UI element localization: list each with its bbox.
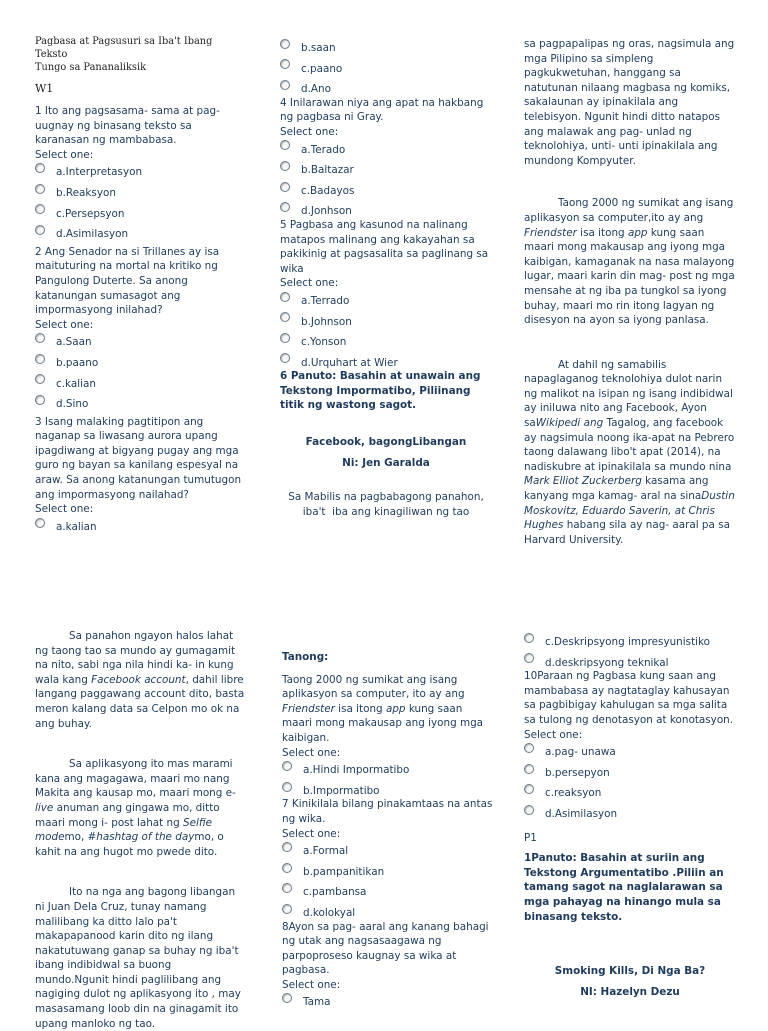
q4-option-a[interactable] [280,140,492,161]
document-title-line2: Tungo sa Pananaliksik [35,62,147,73]
p5-text-c: mo, # [64,831,97,844]
radio-icon[interactable] [282,863,292,873]
q7-option-b[interactable] [282,862,494,883]
select-one-label: Select one: [35,503,94,516]
select-one-label: Select one: [35,148,94,161]
q3-option-c[interactable] [280,59,492,80]
article-paragraph-2 [524,196,736,327]
option-label: b.Johnson [301,315,352,328]
option-label: a.Terado [301,143,346,156]
radio-icon[interactable] [524,743,534,753]
article-title: Facebook, bagongLibangan [305,436,467,449]
column-3-bottom [524,632,736,999]
select-one-label: Select one: [280,277,339,290]
p2-app: app [627,226,648,239]
q2-option-b[interactable] [35,353,247,374]
article2-title: Smoking Kills, Di Nga Ba? [554,965,706,978]
column-1-bottom [35,629,247,1031]
option-label: b.Impormatibo [303,784,380,797]
radio-icon[interactable] [35,374,45,384]
question-5: 5 Pagbasa ang kasunod na nalinang matapos malinang ang kakayahan sa pakikinig at pagsasalita sa paglinang sa wika [280,218,489,275]
option-label: d.Sino [56,398,89,411]
radio-icon[interactable] [280,80,290,90]
option-label: b.Baltazar [301,164,354,177]
q5-option-a[interactable] [280,291,492,312]
q1-option-d[interactable] [35,224,247,245]
p3-names: Dustin Moskovitz, Eduardo Saverin, at Chris Hughes [524,490,735,532]
select-one-label: Select one: [35,318,94,331]
p3-text-b: Tagalog, ang facebook ay nagsimula noong ika-apat na Pebrero taong dalawang libo't apat (2014), na nadiskubre at ipinakilala sa mundo nina [524,417,735,473]
p3-text-d: habang sila ay nag- aaral pa sa Harvard University. [524,519,730,546]
tanong-text-a: Taong 2000 ng sumikat ang isang aplikasyon sa computer, ito ay ang [282,673,465,701]
radio-icon[interactable] [524,805,534,815]
q2-option-d[interactable] [35,394,247,415]
option-label: b.Reaksyon [56,186,116,199]
q5-option-c[interactable] [280,332,492,353]
radio-icon[interactable] [280,140,290,150]
q8-option-tama[interactable] [282,992,494,1013]
article-paragraph-5 [35,757,247,859]
option-label: a.Terrado [301,294,350,307]
tanong-option-a[interactable] [282,760,494,781]
tanong-friendster: Friendster [282,702,335,715]
radio-icon[interactable] [282,782,292,792]
option-label: c.Badayos [301,184,355,197]
p2-text-a: Taong 2000 ng sumikat ang isang aplikasyon sa computer,ito ay ang [524,197,734,224]
q10-option-c[interactable] [524,783,736,804]
option-label: Tama [303,996,331,1009]
q2-option-a[interactable] [35,332,247,353]
p2-text-c: kung saan maari mong makausap ang iyong mga kaibigan, kamaganak na nasa malayong lugar, maari karin din mag- post ng mga mensahe at ng iba pa tungkol sa iyong buhay, maari mo rin itong lagyan ng disesyon na ayon sa iyong panlasa. [524,226,735,327]
tanong-label: Tanong: [282,651,329,663]
p4-text-a: Sa panahon ngayon halos lahat ng taong tao sa mundo ay gumagamit na nito, sabi nga nila hindi ka- in kung wala kang [35,630,236,686]
option-label: b.persepyon [545,766,610,779]
column-2-top [280,38,492,519]
option-label: d.Jonhson [301,205,352,218]
radio-icon[interactable] [35,395,45,405]
radio-icon[interactable] [35,204,45,214]
option-label: a.kalian [56,520,97,533]
p5-text-d: mo, o kahit na ang hugot mo pwede dito. [35,831,224,858]
column-2-bottom [282,650,494,1013]
select-one-label: Select one: [280,125,339,138]
p5-text-b: anuman ang gingawa mo, ditto maari mong i- post lahat ng [35,801,220,829]
option-label: d.kolokyal [303,906,356,919]
option-label: a.Interpretasyon [56,166,143,179]
option-label: d.Asimilasyon [545,807,618,820]
document-title-line1: Pagbasa at Pagsusuri sa Iba't Ibang Teksto [35,36,213,60]
p3-text-a: At dahil ng samabilis napaglaganog teknolohiya dulot narin ng malikot na isipan ng isang indibidwal ay iniluwa nito ang Facebook, Ayon sa [524,358,733,430]
radio-icon[interactable] [35,163,45,173]
p1-instructions: 1Panuto: Basahin at suriin ang Tekstong Argumentatibo .Piliin an tamang sagot na naglalarawan sa mga pahayag na hinango mula sa binasang teksto. [524,852,724,923]
article-paragraph-1-start: Sa Mabilis na pagbabagong panahon, iba't iba ang kinagiliwan ng tao [288,491,484,518]
q1-option-c[interactable] [35,204,247,225]
option-label: a.pag- unawa [545,746,616,759]
radio-icon[interactable] [282,993,292,1003]
option-label: c.kalian [56,377,96,390]
article2-author: NI: Hazelyn Dezu [580,985,680,998]
option-label: c.Yonson [301,336,347,349]
option-label: b.paano [56,356,99,369]
select-one-label: Select one: [282,827,341,840]
tanong-text-b: isa itong [334,702,386,715]
p5-hashtag: hashtag of the day [96,831,195,844]
question-7: 7 Kinikilala bilang pinakamtaas na antas ng wika. [282,798,493,825]
q10-option-b[interactable] [524,763,736,784]
option-label: d.Asimilasyon [56,228,129,241]
q7-option-a[interactable] [282,841,494,862]
tanong-text-c: kung saan maari mong makausap ang iyong mga kaibigan. [282,702,484,744]
question-6: 6 Panuto: Basahin at unawain ang Tekstong Impormatibo, Piliinang titik ng wastong sagot. [280,370,481,412]
radio-icon[interactable] [280,333,290,343]
option-label: c.paano [301,62,343,75]
p3-mark: Mark Elliot Zuckerberg [524,475,642,488]
option-label: a.Hindi Impormatibo [303,764,410,777]
question-4: 4 Inilarawan niya ang apat na hakbang ng pagbasa ni Gray. [280,96,484,124]
p4-text-b: , dahil libre langang paggawang account dito, basta meron kalang data sa Celpon mo ok na ang buhay. [35,673,245,730]
p2-text-b: isa itong [576,226,628,239]
q10-option-a[interactable] [524,742,736,763]
column-1-top [35,35,247,537]
p4-fb: Facebook account [91,673,186,686]
section-w1: W1 [35,82,54,95]
radio-icon[interactable] [282,842,292,852]
select-one-label: Select one: [524,728,583,741]
section-p1: P1 [524,831,537,844]
radio-icon[interactable] [35,518,45,528]
radio-icon[interactable] [280,182,290,192]
radio-icon[interactable] [524,653,534,663]
radio-icon[interactable] [280,39,290,49]
option-label: a.Saan [56,336,92,349]
radio-icon[interactable] [280,312,290,322]
option-label: c.Persepsyon [56,207,125,220]
radio-icon[interactable] [280,353,290,363]
question-2: 2 Ang Senador na si Trillanes ay isa maituturing na mortal na kritiko ng Pangulong Duterte. Sa anong katanungan sumasagot ang impormasyong inilahad? [35,245,220,317]
question-8: 8Ayon sa pag- aaral ang kanang bahagi ng utak ang nagsasaagawa ng parpoproseso kaugnay sa wika at pagbasa. [282,920,489,977]
p3-wiki: Wikipedi ang [535,417,604,430]
q1-option-a[interactable] [35,162,247,183]
option-label: b.saan [301,42,336,54]
q10-option-d[interactable] [524,804,736,825]
p5-live: live [35,801,54,814]
radio-icon[interactable] [524,784,534,794]
tanong-app: app [385,702,406,715]
article-paragraph-6: Ito na nga ang bagong libangan ni Juan Dela Cruz, tunay namang malilibang ka ditto lalo pa't makapapanood karin dito ng ilang nakatutuwang ganap sa buhay ng iba't ibang indibidwal sa buong mundo.Ngunit hindi paglilibang ang nagiging dulot ng aplikasyong ito , may masasamang loob din na ginagamit ito upang manloko ng tao. [35,886,241,1030]
radio-icon[interactable] [35,184,45,194]
option-label: c.Deskripsyong impresyunistiko [545,636,711,648]
column-3-top [524,37,736,547]
radio-icon[interactable] [282,883,292,893]
q3-option-a[interactable] [35,517,247,538]
option-label: b.pampanitikan [303,865,385,878]
radio-icon[interactable] [280,59,290,69]
q7-option-c[interactable] [282,882,494,903]
article-paragraph-3 [524,358,736,548]
q9-option-c[interactable] [524,632,736,653]
option-label: d.Ano [301,83,331,96]
p5-text-a: Sa aplikasyong ito mas marami kana ang magagawa, maari mo nang Makita ang kausap mo, maari mong e- [35,758,236,800]
p5-selfie: Selfie mode [35,816,213,844]
question-10: 10Paraan ng Pagbasa kung saan ang mambabasa ay nagtataglay kahusayan sa pagbibigay kahulugan sa mga salita sa tulong ng denotasyon at konotasyon. [524,670,734,726]
question-1: 1 Ito ang pagsasama- sama at pag- uugnay ng binasang teksto sa karanasan ng mambabasa. [35,105,220,147]
article-paragraph-4 [35,629,247,731]
option-label: a.Formal [303,845,349,858]
p3-text-c: kasama ang kanyang mga kamag- aral na sina [524,475,709,503]
radio-icon[interactable] [35,354,45,364]
radio-icon[interactable] [282,761,292,771]
radio-icon[interactable] [524,633,534,643]
tanong-text [282,673,494,746]
option-label: c.pambansa [303,886,367,899]
select-one-label: Select one: [282,746,341,759]
option-label: d.deskripsyong teknikal [545,656,669,669]
radio-icon[interactable] [280,202,290,212]
q1-option-b[interactable] [35,183,247,204]
p2-friendster: Friendster [524,226,577,239]
q4-option-b[interactable] [280,160,492,181]
q3-option-b[interactable] [280,38,492,59]
radio-icon[interactable] [35,333,45,343]
article-paragraph-1-end: sa pagpapalipas ng oras, nagsimula ang mga Pilipino sa simpleng pagkukwetuhan, hanggang sa natutunan nilaang magbasa ng komiks, sakalaunan ay ipinakilala ang telebisyon. Ngunit hindi ditto natapos ang malawak ang pag- unlad ng teknolohiya, unti- unti ipinakilala ang mundong Kompyuter. [524,38,735,167]
option-label: d.Urquhart at Wier [301,356,398,369]
option-label: c.reaksyon [545,787,602,800]
q4-option-c[interactable] [280,181,492,202]
radio-icon[interactable] [280,292,290,302]
q5-option-b[interactable] [280,312,492,333]
article-author: Ni: Jen Garalda [342,456,430,469]
radio-icon[interactable] [524,764,534,774]
question-3: 3 Isang malaking pagtitipon ang naganap sa liwasang aurora upang ipagdiwang at bigyang pugay ang mga guro ng bayan sa kanilang espesyal na araw. Sa anong katanungan tumutugon ang impormasyong nailahad? [35,415,242,501]
select-one-label: Select one: [282,978,341,991]
radio-icon[interactable] [280,161,290,171]
radio-icon[interactable] [35,225,45,235]
radio-icon[interactable] [282,904,292,914]
q2-option-c[interactable] [35,374,247,395]
